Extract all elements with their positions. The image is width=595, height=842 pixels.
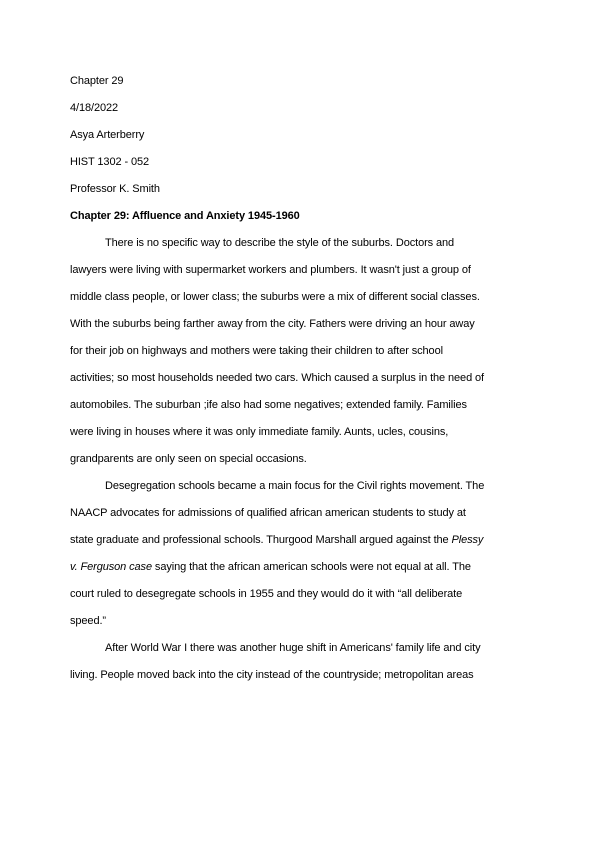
- chapter-label: Chapter 29: [70, 75, 124, 87]
- text-line: living. People moved back into the city instead of the countryside; metropolitan areas: [70, 669, 474, 681]
- date: 4/18/2022: [70, 102, 119, 114]
- paragraph-postwar: [70, 635, 530, 689]
- text-segment: saying that the african american schools were not equal at all. The: [151, 561, 471, 573]
- text-line: After World War I there was another huge shift in Americans' family life and city: [105, 642, 481, 654]
- document-content: [70, 68, 530, 689]
- text-line: speed.”: [70, 615, 106, 627]
- text-line: court ruled to desegregate schools in 1955 and they would do it with “all deliberate: [70, 588, 463, 600]
- case-name-italic: Plessy: [451, 534, 484, 546]
- document-title: Chapter 29: Affluence and Anxiety 1945-1960: [70, 210, 300, 222]
- text-line: lawyers were living with supermarket workers and plumbers. It wasn't just a group of: [70, 264, 471, 276]
- text-line: NAACP advocates for admissions of qualified african american students to study at: [70, 507, 466, 519]
- text-line: grandparents are only seen on special occasions.: [70, 453, 307, 465]
- professor-name: Professor K. Smith: [70, 183, 160, 195]
- text-line: With the suburbs being farther away from the city. Fathers were driving an hour away: [70, 318, 475, 330]
- paragraph-desegregation: [70, 473, 530, 635]
- text-line: for their job on highways and mothers were taking their children to after school: [70, 345, 443, 357]
- text-segment: state graduate and professional schools. Thurgood Marshall argued against the: [70, 534, 452, 546]
- text-line: automobiles. The suburban ;ife also had some negatives; extended family. Families: [70, 399, 467, 411]
- text-line: activities; so most households needed two cars. Which caused a surplus in the need of: [70, 372, 485, 384]
- text-line: [70, 554, 530, 581]
- author-name: Asya Arterberry: [70, 129, 145, 141]
- text-line: There is no specific way to describe the style of the suburbs. Doctors and: [105, 237, 455, 249]
- text-line: [70, 527, 530, 554]
- course-code: HIST 1302 - 052: [70, 156, 150, 168]
- text-line: Desegregation schools became a main focus for the Civil rights movement. The: [105, 480, 485, 492]
- text-line: were living in houses where it was only immediate family. Aunts, ucles, cousins,: [70, 426, 449, 438]
- case-name-italic: v. Ferguson case: [70, 561, 152, 573]
- paragraph-suburbs: [70, 230, 530, 473]
- text-line: middle class people, or lower class; the suburbs were a mix of different social classes.: [70, 291, 480, 303]
